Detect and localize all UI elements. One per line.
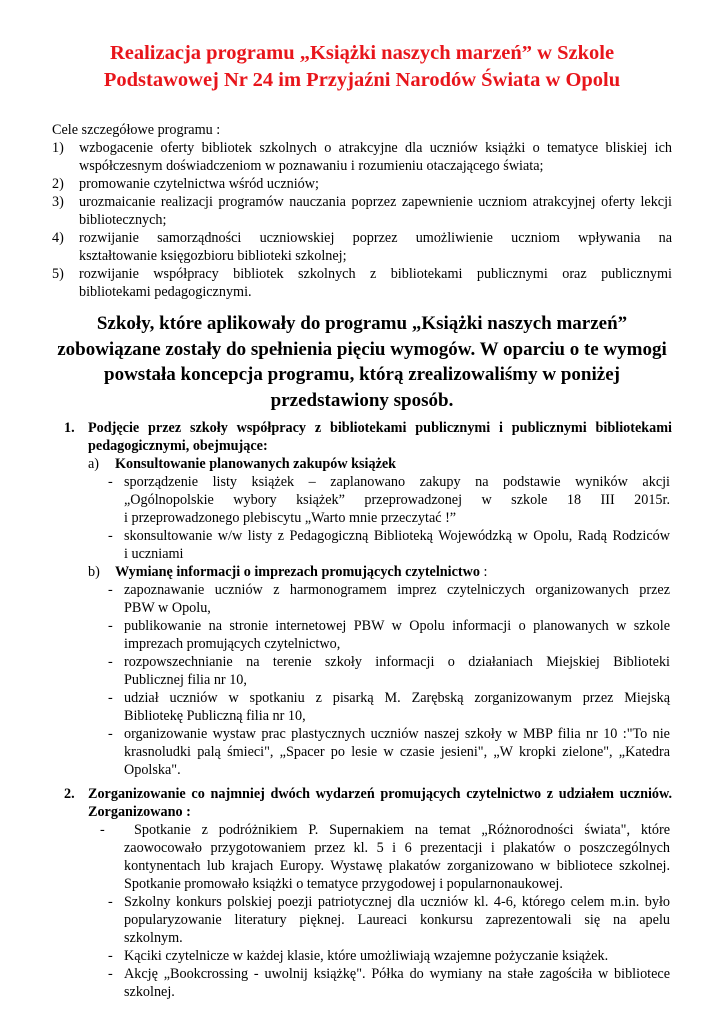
subsection-title-line — [115, 563, 488, 581]
bullet-text: Opolska". — [124, 762, 181, 778]
goal-text: bibliotekami pedagogicznymi. — [79, 284, 252, 300]
bullet-dash: - — [108, 474, 113, 490]
bullet-dash: - — [108, 966, 113, 982]
goal-text: współczesnym doświadczeniom w poznawaniu i rozumieniu otaczającego świata; — [79, 158, 544, 174]
bullet-text: rozpowszechnianie na terenie szkoły informacji o działaniach Miejskiej Biblioteki — [124, 654, 670, 670]
bullet-text: Spotkanie promowało książki o tematyce przygodowej i popularnonaukowej. — [124, 876, 563, 892]
bullet-text: sporządzenie listy książek – zaplanowano zakupy na podstawie wyników akcji — [124, 474, 670, 490]
subsection-title: Konsultowanie planowanych zakupów książek — [115, 456, 397, 472]
goal-number: 1) — [52, 140, 64, 156]
subsection-title-suffix: : — [480, 564, 488, 580]
section-title: Podjęcie przez szkoły współpracy z bibliotekami publicznymi i publicznymi bibliotekami — [88, 420, 672, 436]
bullet-text: Szkolny konkurs polskiej poezji patriotycznej dla uczniów kl. 4-6, którego celem m.in. było — [124, 894, 670, 910]
bullet-dash: - — [108, 582, 113, 598]
goal-text: wzbogacenie oferty bibliotek szkolnych o atrakcyjne dla uczniów książki o tematyce bliskiej ich — [79, 140, 672, 156]
bullet-dash: - — [108, 654, 113, 670]
bullet-dash: - — [108, 948, 113, 964]
section-number: 1. — [64, 420, 75, 436]
bullet-text: Publicznej filia nr 10, — [124, 672, 247, 688]
goal-text: promowanie czytelnictwa wśród uczniów; — [79, 176, 319, 192]
section-title: pedagogicznymi, obejmujące: — [88, 438, 268, 454]
section-title: Zorganizowano : — [88, 804, 191, 820]
goal-text: kształtowanie księgozbioru biblioteki szkolnej; — [79, 248, 347, 264]
bullet-text: „Ogólnopolskie wybory książek” przeprowadzonej w szkole 18 III 2015r. — [124, 492, 670, 508]
bullet-text: organizowanie wystaw prac plastycznych uczniów naszej szkoły w MBP filia nr 10 :"To nie — [124, 726, 670, 742]
subsection-label: b) — [88, 564, 100, 580]
page-title: Realizacja programu „Książki naszych marzeń” w Szkole Podstawowej Nr 24 im Przyjaźni Narodów Świata w Opolu — [103, 42, 621, 91]
subsection-title: Wymianę informacji o imprezach promujących czytelnictwo — [115, 564, 480, 580]
bullet-text: kontynentach lub krajach Europy. Wystawę plakatów zorganizowano w bibliotece szkolnej. — [124, 858, 670, 874]
goal-text: rozwijanie samorządności uczniowskiej poprzez umożliwienie uczniom wpływania na — [79, 230, 672, 246]
bullet-text: publikowanie na stronie internetowej PBW w Opolu informacji o planowanych w szkole — [124, 618, 670, 634]
bullet-dash: - — [108, 726, 113, 742]
goal-number: 4) — [52, 230, 64, 246]
goal-text: rozwijanie współpracy bibliotek szkolnych z bibliotekami publicznymi oraz publicznymi — [79, 266, 672, 282]
bullet-text: krasnoludki palą śmieci", „Spacer po lesie w czasie jesieni", „W kropki zielone", „Katedra — [124, 744, 670, 760]
bullet-text: i przeprowadzonego plebiscytu „Warto mnie przeczytać !” — [124, 510, 457, 526]
bullet-text: popularyzowanie literatury pięknej. Laureaci konkursu zaprezentowali się na apelu — [124, 912, 670, 928]
bullet-dash: - — [108, 894, 113, 910]
bullet-text: PBW w Opolu, — [124, 600, 211, 616]
bullet-text: i uczniami — [124, 546, 184, 562]
bullet-text: zaowocowało przygotowaniem przez kl. 5 i 6 prezentacji i plakatów o poszczególnych — [124, 840, 670, 856]
section-title: Zorganizowanie co najmniej dwóch wydarzeń promujących czytelnictwo z udziałem uczniów. — [88, 786, 672, 802]
bullet-dash: - — [108, 528, 113, 544]
bullet-dash: - — [108, 618, 113, 634]
bullet-text: szkolnym. — [124, 930, 183, 946]
bullet-text: skonsultowanie w/w listy z Pedagogiczną Biblioteką Wojewódzką w Opolu, Radą Rodziców — [124, 528, 670, 544]
bullet-text: zapoznawanie uczniów z harmonogramem imprez czytelniczych organizowanych przez — [124, 582, 670, 598]
bullet-text: Kąciki czytelnicze w każdej klasie, które umożliwiają wzajemne pożyczanie książek. — [124, 948, 609, 964]
bullet-text: szkolnej. — [124, 984, 175, 1000]
goal-number: 3) — [52, 194, 64, 210]
intro-heading: Szkoły, które aplikowały do programu „Książki naszych marzeń” zobowiązane zostały do spełnienia pięciu wymogów. W oparciu o te wymogi powstała koncepcja programu, którą zrealizowaliśmy w poniżej przedstawiony sposób. — [57, 313, 667, 411]
bullet-dash: - — [100, 822, 105, 838]
goals-heading: Cele szczegółowe programu : — [52, 122, 221, 138]
goal-text: urozmaicanie realizacji programów nauczania poprzez zapewnienie uczniom atrakcyjnej oferty lekcji — [79, 194, 672, 210]
bullet-dash: - — [108, 690, 113, 706]
goal-number: 2) — [52, 176, 64, 192]
bullet-text: imprezach promujących czytelnictwo, — [124, 636, 341, 652]
bullet-text: Akcję „Bookcrossing - uwolnij książkę". Półka do wymiany na stałe zagościła w bibliotece — [124, 966, 670, 982]
bullet-text: Bibliotekę Publiczną filia nr 10, — [124, 708, 306, 724]
subsection-label: a) — [88, 456, 100, 472]
bullet-text: Spotkanie z podróżnikiem P. Supernakiem na temat „Różnorodności świata", które — [134, 822, 670, 838]
bullet-text: udział uczniów w spotkaniu z pisarką M. Zarębską zorganizowanym przez Miejską — [124, 690, 670, 706]
goal-number: 5) — [52, 266, 64, 282]
goal-text: bibliotecznych; — [79, 212, 167, 228]
section-number: 2. — [64, 786, 75, 802]
